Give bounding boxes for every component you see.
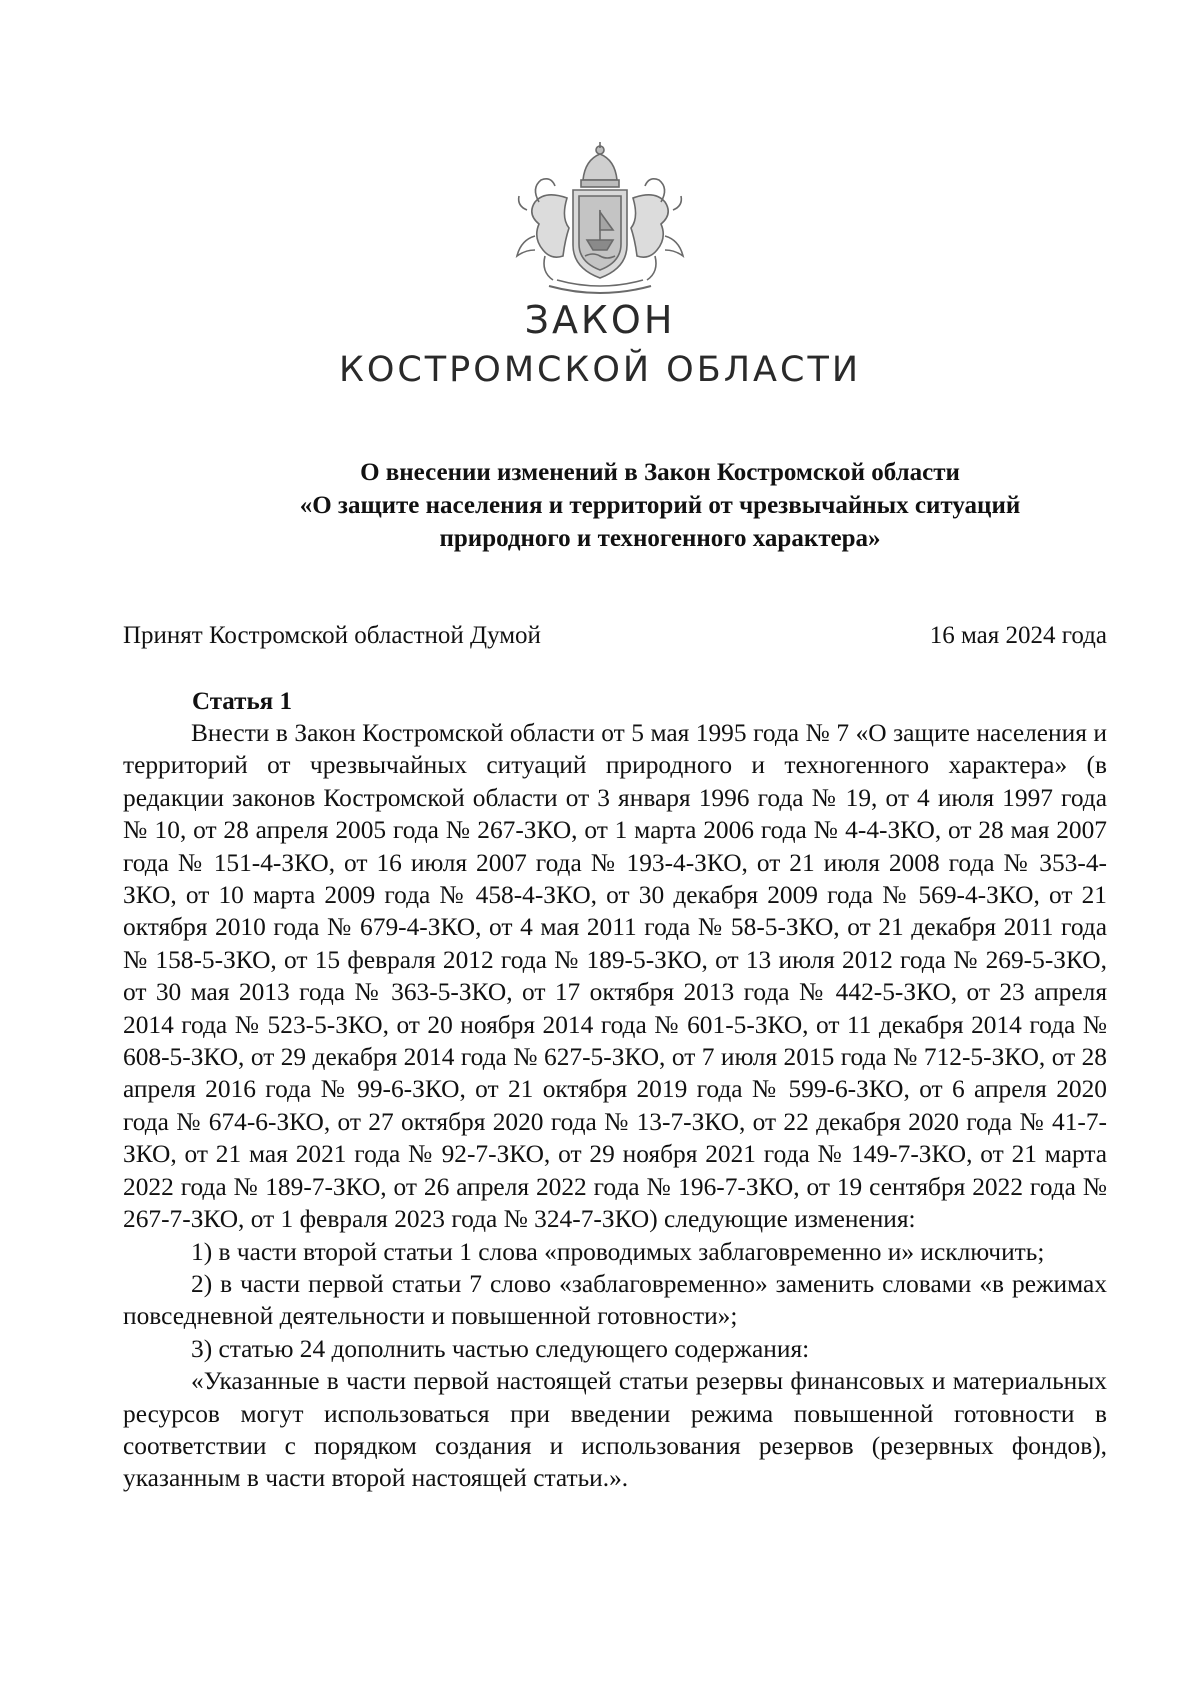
law-heading bbox=[210, 456, 1110, 555]
heading-line: «О защите населения и территорий от чрезвычайных ситуаций bbox=[299, 492, 1021, 519]
heading-line: природного и техногенного характера» bbox=[439, 525, 881, 552]
article-body bbox=[123, 717, 1107, 1495]
coat-of-arms-emblem bbox=[505, 140, 695, 305]
heading-line: О внесении изменений в Закон Костромской области bbox=[360, 459, 960, 486]
adopted-by-text: Принят Костромской областной Думой bbox=[123, 622, 541, 649]
amendment-item: 1) в части второй статьи 1 слова «проводимых заблаговременно и» исключить; bbox=[191, 1237, 1045, 1266]
amendment-quote: «Указанные в части первой настоящей статьи резервы финансовых и материальных ресурсов могут использоваться при введении режима повышенной готовности в соответствии с порядком создания и использования резервов (резервных фондов), указанным в части второй настоящей статьи.». bbox=[123, 1367, 1107, 1493]
article-intro-paragraph: Внести в Закон Костромской области от 5 мая 1995 года № 7 «О защите населения и территорий от чрезвычайных ситуаций природного и техногенного характера» (в редакции законов Костромской области от 3 января 1996 года № 19, от 4 июля 1997 года № 10, от 28 апреля 2005 года № 267-ЗКО, от 1 марта 2006 года № 4-4-ЗКО, от 28 мая 2007 года № 151-4-ЗКО, от 16 июля 2007 года № 193-4-ЗКО, от 21 июля 2008 года № 353-4-ЗКО, от 10 марта 2009 года № 458-4-ЗКО, от 30 декабря 2009 года № 569-4-ЗКО, от 21 октября 2010 года № 679-4-ЗКО, от 4 мая 2011 года № 58-5-ЗКО, от 21 декабря 2011 года № 158-5-ЗКО, от 15 февраля 2012 года № 189-5-ЗКО, от 13 июля 2012 года № 269-5-ЗКО, от 30 мая 2013 года № 363-5-ЗКО, от 17 октября 2013 года № 442-5-ЗКО, от 23 апреля 2014 года № 523-5-ЗКО, от 20 ноября 2014 года № 601-5-ЗКО, от 11 декабря 2014 года № 608-5-ЗКО, от 29 декабря 2014 года № 627-5-ЗКО, от 7 июля 2015 года № 712-5-ЗКО, от 28 апреля 2016 года № 99-6-ЗКО, от 21 октября 2019 года № 599-6-ЗКО, от 6 апреля 2020 года № 674-6-ЗКО, от 27 октября 2020 года № 13-7-ЗКО, от 22 декабря 2020 года № 41-7-ЗКО, от 21 мая 2021 года № 92-7-ЗКО, от 29 ноября 2021 года № 149-7-ЗКО, от 21 марта 2022 года № 189-7-ЗКО, от 26 апреля 2022 года № 196-7-ЗКО, от 19 сентября 2022 года № 267-7-ЗКО, от 1 февраля 2023 года № 324-7-ЗКО) следующие изменения: bbox=[123, 719, 1107, 1234]
article-title: Статья 1 bbox=[192, 688, 292, 715]
law-region-title: КОСТРОМСКОЙ ОБЛАСТИ bbox=[338, 350, 862, 390]
adopted-date: 16 мая 2024 года bbox=[929, 622, 1107, 649]
amendment-item: 3) статью 24 дополнить частью следующего содержания: bbox=[191, 1334, 810, 1363]
law-title: ЗАКОН bbox=[524, 298, 676, 342]
amendment-item: 2) в части первой статьи 7 слово «заблаговременно» заменить словами «в режимах повседневной деятельности и повышенной готовности»; bbox=[123, 1269, 1107, 1331]
